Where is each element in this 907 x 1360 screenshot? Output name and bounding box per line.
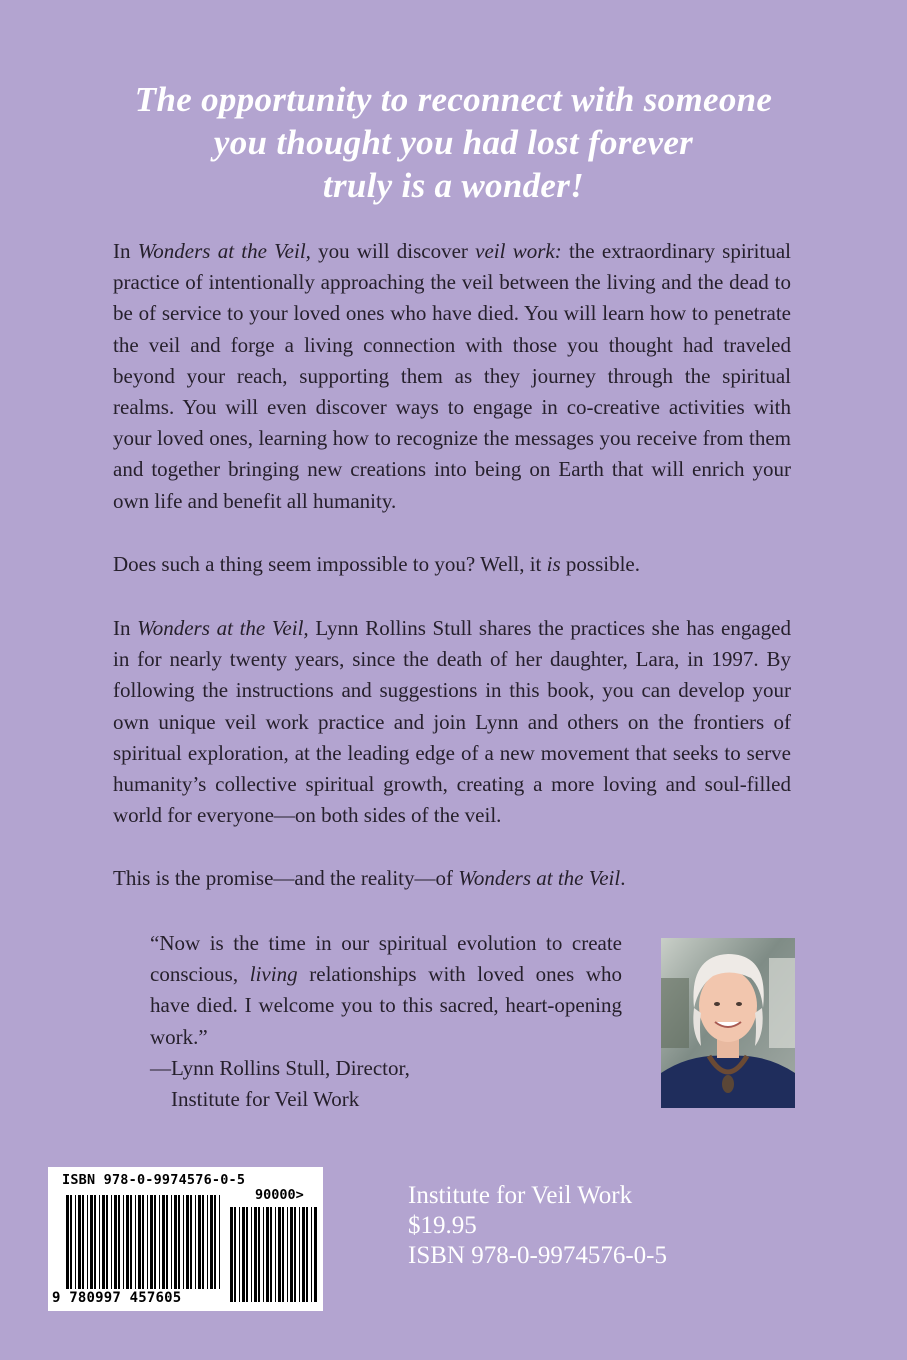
barcode-bar bbox=[171, 1195, 172, 1289]
barcode-bar bbox=[314, 1207, 317, 1302]
barcode-bar bbox=[94, 1195, 96, 1289]
description-paragraph-2 bbox=[113, 549, 791, 580]
barcode-bar bbox=[202, 1195, 204, 1289]
barcode-bar bbox=[266, 1207, 269, 1302]
p4-text-c: . bbox=[620, 866, 626, 890]
quote-attribution bbox=[150, 1053, 410, 1115]
quote-text-a: “Now is the time in our spiritual evolution to create conscious, bbox=[150, 931, 622, 987]
barcode-bar bbox=[219, 1195, 220, 1289]
p1-text-c: you will discover bbox=[310, 239, 476, 263]
barcode-bar bbox=[154, 1195, 156, 1289]
barcode-bar bbox=[87, 1195, 88, 1289]
barcode-bar bbox=[302, 1207, 305, 1302]
barcode-bar bbox=[166, 1195, 168, 1289]
barcode-bar bbox=[270, 1207, 272, 1302]
barcode-bar bbox=[195, 1195, 196, 1289]
barcode-bar bbox=[254, 1207, 257, 1302]
publisher-name: Institute for Veil Work bbox=[408, 1182, 633, 1209]
p3-book-title: Wonders at the Veil, bbox=[137, 616, 309, 640]
barcode-bar bbox=[234, 1207, 236, 1302]
tagline-line-3: truly is a wonder! bbox=[322, 166, 585, 205]
barcode-bar bbox=[299, 1207, 300, 1302]
barcode-isbn-label: ISBN 978-0-9974576-0-5 bbox=[62, 1172, 246, 1188]
barcode-bar bbox=[207, 1195, 208, 1289]
barcode-bar bbox=[130, 1195, 132, 1289]
tagline-line-1: The opportunity to reconnect with someone bbox=[134, 80, 773, 119]
barcode-bar bbox=[186, 1195, 189, 1289]
barcode-bar bbox=[210, 1195, 213, 1289]
barcode-bar bbox=[174, 1195, 177, 1289]
barcode-bar bbox=[111, 1195, 112, 1289]
barcode-bar bbox=[114, 1195, 117, 1289]
barcode-bar bbox=[275, 1207, 276, 1302]
barcode-bar bbox=[239, 1207, 240, 1302]
barcode-bar bbox=[66, 1195, 69, 1289]
p4-text-a: This is the promise—and the reality—of bbox=[113, 866, 459, 890]
barcode-bar bbox=[123, 1195, 124, 1289]
barcode-bar bbox=[282, 1207, 284, 1302]
barcode-bar bbox=[90, 1195, 93, 1289]
p2-text-c: possible. bbox=[560, 552, 640, 576]
barcode-bar bbox=[106, 1195, 108, 1289]
barcode-bar bbox=[294, 1207, 296, 1302]
barcode-bar bbox=[214, 1195, 216, 1289]
barcode-bar bbox=[142, 1195, 144, 1289]
book-isbn: ISBN 978-0-9974576-0-5 bbox=[408, 1242, 668, 1269]
description-paragraph-1 bbox=[113, 236, 791, 517]
barcode-bar bbox=[162, 1195, 165, 1289]
p1-text-e: the extraordinary spiritual practice of intentionally approaching the veil between the living and the dead to be of service to your loved ones who have died. You will learn how to penetrate the veil and forge a living connection with those you thought had traveled beyond your reach, supporting them as they journey through the spiritual realms. You will even discover ways to engage in co-creative activities with your loved ones, learning how to recognize the messages you receive from them and together bringing new creations into being on Earth that will enrich your own life and benefit all humanity. bbox=[113, 239, 791, 513]
barcode-bar bbox=[251, 1207, 252, 1302]
p1-text-a: In bbox=[113, 239, 138, 263]
barcode-bar bbox=[246, 1207, 248, 1302]
p1-veil-work-term: veil work: bbox=[475, 239, 562, 263]
barcode-bar bbox=[102, 1195, 105, 1289]
barcode-digits: 9 780997 457605 bbox=[52, 1290, 182, 1306]
barcode-bar bbox=[135, 1195, 136, 1289]
barcode-bar bbox=[278, 1207, 281, 1302]
barcode-bar bbox=[99, 1195, 100, 1289]
p1-book-title: Wonders at the Veil, bbox=[137, 239, 311, 263]
p3-text-a: In bbox=[113, 616, 138, 640]
barcode-price-code: 90000> bbox=[255, 1187, 304, 1203]
barcode-bar bbox=[78, 1195, 81, 1289]
quote-text-c: relationships with loved ones who have died. I welcome you to this sacred, heart-opening work.” bbox=[150, 962, 622, 1049]
p4-book-title: Wonders at the Veil bbox=[458, 866, 621, 890]
barcode-bar bbox=[311, 1207, 312, 1302]
barcode-bar bbox=[263, 1207, 264, 1302]
barcode-bar bbox=[287, 1207, 288, 1302]
attribution-name: —Lynn Rollins Stull, Director, bbox=[150, 1056, 410, 1080]
barcode-bar bbox=[147, 1195, 148, 1289]
barcode-bar bbox=[70, 1195, 72, 1289]
barcode-bar bbox=[290, 1207, 293, 1302]
barcode-bar bbox=[82, 1195, 84, 1289]
publisher-info bbox=[408, 1181, 667, 1271]
barcode-bar bbox=[178, 1195, 180, 1289]
barcode-bar bbox=[159, 1195, 160, 1289]
barcode-bar bbox=[126, 1195, 129, 1289]
p2-emphasis: is bbox=[546, 552, 561, 576]
attribution-organization: Institute for Veil Work bbox=[171, 1087, 360, 1112]
isbn-barcode bbox=[48, 1167, 323, 1311]
quote-emphasis: living bbox=[249, 962, 298, 987]
barcode-bar bbox=[258, 1207, 260, 1302]
barcode-bar bbox=[242, 1207, 245, 1302]
author-quote bbox=[150, 928, 622, 1053]
barcode-bar bbox=[230, 1207, 233, 1302]
barcode-bar bbox=[306, 1207, 308, 1302]
barcode-bar bbox=[138, 1195, 141, 1289]
author-photo bbox=[661, 938, 795, 1108]
description-paragraph-3 bbox=[113, 613, 791, 831]
barcode-bar bbox=[183, 1195, 184, 1289]
p2-text-a: Does such a thing seem impossible to you? Well, it bbox=[113, 552, 547, 576]
barcode-bar bbox=[190, 1195, 192, 1289]
book-price: $19.95 bbox=[408, 1212, 477, 1239]
barcode-bar bbox=[75, 1195, 76, 1289]
p3-text-c: Lynn Rollins Stull shares the practices she has engaged in for nearly twenty years, since the death of her daughter, Lara, in 1997. By following the instructions and suggestions in this book, you can develop your own unique veil work practice and join Lynn and others on the frontiers of spiritual exploration, at the leading edge of a new movement that seeks to serve humanity’s collective spiritual growth, creating a more loving and soul-filled world for everyone—on both sides of the veil. bbox=[113, 616, 791, 828]
tagline-headline bbox=[0, 78, 907, 207]
barcode-bar bbox=[118, 1195, 120, 1289]
description-paragraph-4 bbox=[113, 863, 791, 894]
tagline-line-2: you thought you had lost forever bbox=[213, 123, 694, 162]
barcode-bar bbox=[198, 1195, 201, 1289]
barcode-bar bbox=[150, 1195, 153, 1289]
